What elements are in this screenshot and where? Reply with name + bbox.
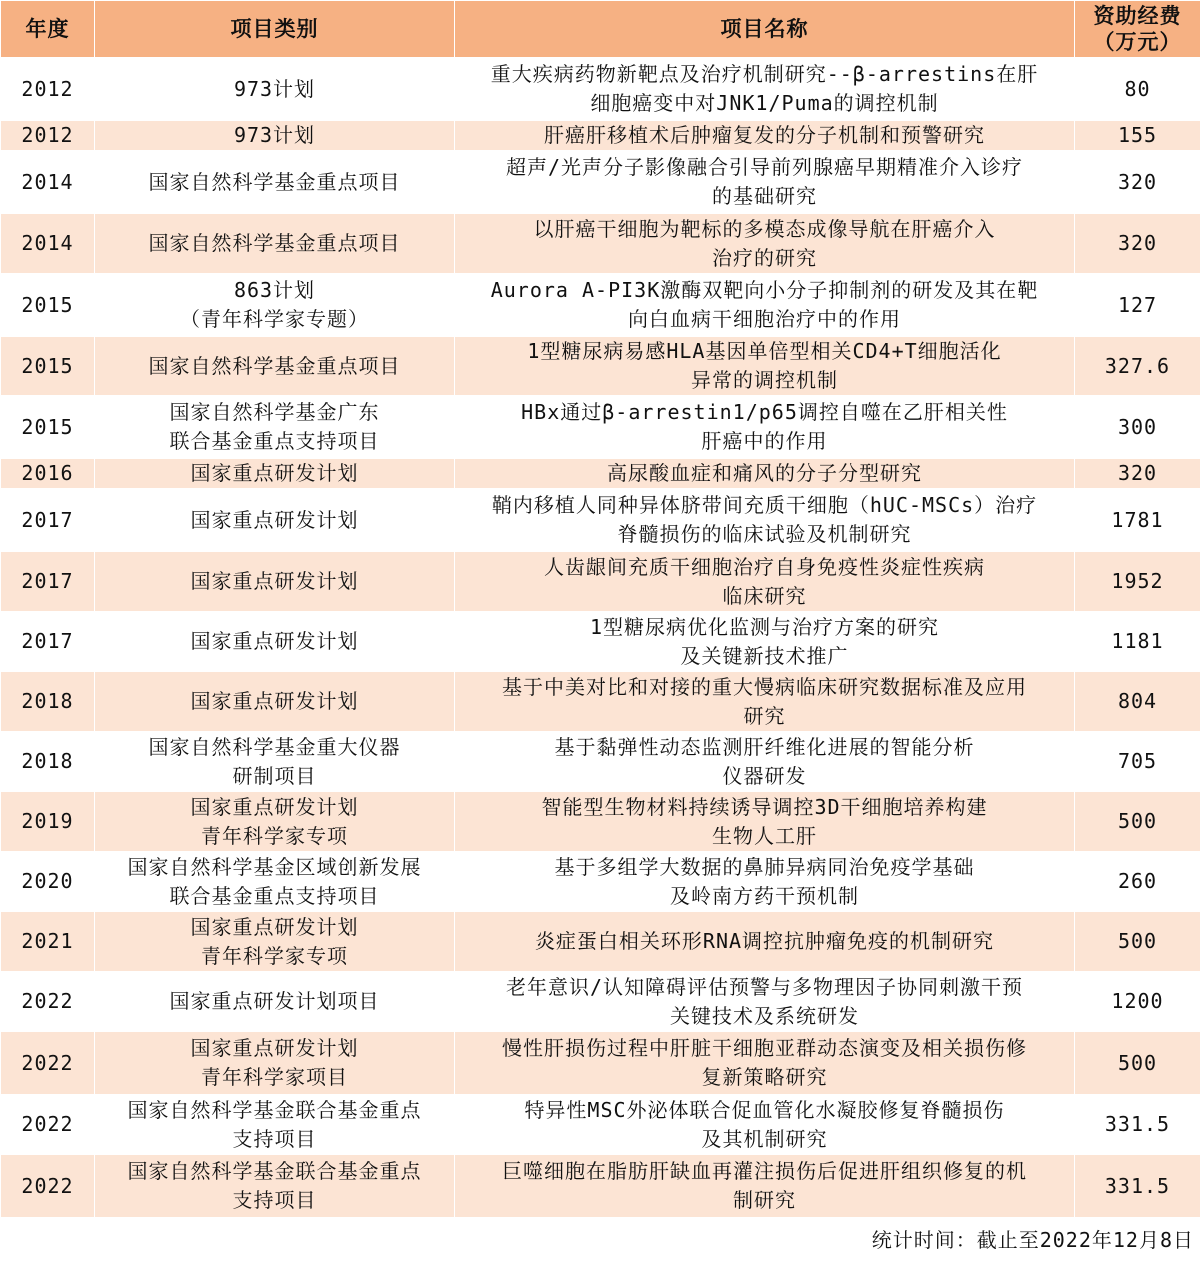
- cell-category: 国家自然科学基金联合基金重点 支持项目: [95, 1155, 455, 1218]
- cell-funding: 155: [1075, 121, 1200, 151]
- cell-category: 国家重点研发计划 青年科学家专项: [95, 792, 455, 852]
- cell-funding: 1781: [1075, 489, 1200, 552]
- cell-category: 国家自然科学基金重点项目: [95, 151, 455, 214]
- table-row: [1, 121, 1200, 151]
- cell-year: 2015: [1, 396, 95, 459]
- cell-year: 2017: [1, 612, 95, 672]
- cell-name: 智能型生物材料持续诱导调控3D干细胞培养构建 生物人工肝: [455, 792, 1075, 852]
- cell-year: 2022: [1, 1032, 95, 1095]
- cell-name: 炎症蛋白相关环形RNA调控抗肿瘤免疫的机制研究: [455, 912, 1075, 972]
- cell-category: 973计划: [95, 121, 455, 151]
- header-year: 年度: [1, 1, 95, 58]
- cell-funding: 500: [1075, 1032, 1200, 1095]
- cell-name: 肝癌肝移植术后肿瘤复发的分子机制和预警研究: [455, 121, 1075, 151]
- cell-funding: 1952: [1075, 552, 1200, 612]
- table-row: [1, 732, 1200, 792]
- cell-year: 2018: [1, 732, 95, 792]
- cell-funding: 331.5: [1075, 1095, 1200, 1155]
- cell-name: 特异性MSC外泌体联合促血管化水凝胶修复脊髓损伤 及其机制研究: [455, 1095, 1075, 1155]
- cell-name: 基于黏弹性动态监测肝纤维化进展的智能分析 仪器研发: [455, 732, 1075, 792]
- cell-name: Aurora A-PI3K激酶双靶向小分子抑制剂的研发及其在靶 向白血病干细胞治疗中的作用: [455, 274, 1075, 337]
- cell-category: 国家自然科学基金区域创新发展 联合基金重点支持项目: [95, 852, 455, 912]
- cell-name: 老年意识/认知障碍评估预警与多物理因子协同刺激干预 关键技术及系统研发: [455, 972, 1075, 1032]
- cell-funding: 1200: [1075, 972, 1200, 1032]
- cell-year: 2015: [1, 274, 95, 337]
- cell-name: 1型糖尿病易感HLA基因单倍型相关CD4+T细胞活化 异常的调控机制: [455, 337, 1075, 396]
- cell-category: 国家重点研发计划: [95, 459, 455, 489]
- cell-category: 国家重点研发计划: [95, 489, 455, 552]
- footer-blank: [1, 1218, 95, 1264]
- cell-year: 2021: [1, 912, 95, 972]
- cell-category: 国家重点研发计划项目: [95, 972, 455, 1032]
- table-row: [1, 489, 1200, 552]
- cell-category: 国家自然科学基金重点项目: [95, 337, 455, 396]
- header-row: [1, 1, 1200, 58]
- cell-year: 2019: [1, 792, 95, 852]
- cell-name: 慢性肝损伤过程中肝脏干细胞亚群动态演变及相关损伤修 复新策略研究: [455, 1032, 1075, 1095]
- cell-name: 高尿酸血症和痛风的分子分型研究: [455, 459, 1075, 489]
- cell-year: 2016: [1, 459, 95, 489]
- table-row: [1, 1095, 1200, 1155]
- cell-category: 国家重点研发计划: [95, 612, 455, 672]
- table-row: [1, 337, 1200, 396]
- cell-name: 重大疾病药物新靶点及治疗机制研究--β-arrestins在肝 细胞癌变中对JNK1/Puma的调控机制: [455, 58, 1075, 121]
- cell-category: 国家自然科学基金联合基金重点 支持项目: [95, 1095, 455, 1155]
- cell-funding: 1181: [1075, 612, 1200, 672]
- cell-year: 2017: [1, 552, 95, 612]
- cell-category: 国家重点研发计划 青年科学家项目: [95, 1032, 455, 1095]
- table-row: [1, 58, 1200, 121]
- table-row: [1, 912, 1200, 972]
- cell-name: 人齿龈间充质干细胞治疗自身免疫性炎症性疾病 临床研究: [455, 552, 1075, 612]
- table-row: [1, 1032, 1200, 1095]
- header-funding: 资助经费 （万元）: [1075, 1, 1200, 58]
- table-row: [1, 612, 1200, 672]
- cell-category: 国家重点研发计划 青年科学家专项: [95, 912, 455, 972]
- cell-year: 2014: [1, 214, 95, 274]
- cell-funding: 327.6: [1075, 337, 1200, 396]
- cell-year: 2022: [1, 1155, 95, 1218]
- cell-year: 2012: [1, 121, 95, 151]
- cell-year: 2017: [1, 489, 95, 552]
- cell-name: 巨噬细胞在脂肪肝缺血再灌注损伤后促进肝组织修复的机 制研究: [455, 1155, 1075, 1218]
- table-row: [1, 396, 1200, 459]
- cell-year: 2015: [1, 337, 95, 396]
- cell-name: 基于多组学大数据的鼻肺异病同治免疫学基础 及岭南方药干预机制: [455, 852, 1075, 912]
- cell-funding: 500: [1075, 792, 1200, 852]
- cell-funding: 80: [1075, 58, 1200, 121]
- cell-funding: 500: [1075, 912, 1200, 972]
- cell-category: 国家重点研发计划: [95, 552, 455, 612]
- cell-name: 基于中美对比和对接的重大慢病临床研究数据标准及应用 研究: [455, 672, 1075, 732]
- cell-funding: 320: [1075, 459, 1200, 489]
- statistics-date-note: 统计时间：截止至2022年12月8日: [95, 1218, 1200, 1264]
- cell-name: 超声/光声分子影像融合引导前列腺癌早期精准介入诊疗 的基础研究: [455, 151, 1075, 214]
- cell-funding: 300: [1075, 396, 1200, 459]
- cell-funding: 804: [1075, 672, 1200, 732]
- header-name: 项目名称: [455, 1, 1075, 58]
- cell-year: 2020: [1, 852, 95, 912]
- cell-year: 2014: [1, 151, 95, 214]
- table-row: [1, 672, 1200, 732]
- table-row: [1, 972, 1200, 1032]
- table-row: [1, 1155, 1200, 1218]
- cell-funding: 320: [1075, 151, 1200, 214]
- cell-funding: 320: [1075, 214, 1200, 274]
- cell-funding: 331.5: [1075, 1155, 1200, 1218]
- table-row: [1, 852, 1200, 912]
- header-category: 项目类别: [95, 1, 455, 58]
- cell-category: 国家自然科学基金广东 联合基金重点支持项目: [95, 396, 455, 459]
- cell-category: 863计划 （青年科学家专题）: [95, 274, 455, 337]
- cell-year: 2022: [1, 972, 95, 1032]
- table-row: [1, 459, 1200, 489]
- cell-name: 鞘内移植人同种异体脐带间充质干细胞（hUC-MSCs）治疗 脊髓损伤的临床试验及机制研究: [455, 489, 1075, 552]
- cell-year: 2022: [1, 1095, 95, 1155]
- table-row: [1, 792, 1200, 852]
- cell-name: 1型糖尿病优化监测与治疗方案的研究 及关键新技术推广: [455, 612, 1075, 672]
- cell-year: 2018: [1, 672, 95, 732]
- cell-category: 国家自然科学基金重点项目: [95, 214, 455, 274]
- cell-category: 国家自然科学基金重大仪器 研制项目: [95, 732, 455, 792]
- table-row: [1, 552, 1200, 612]
- cell-category: 973计划: [95, 58, 455, 121]
- cell-funding: 705: [1075, 732, 1200, 792]
- table-row: [1, 151, 1200, 214]
- footer-row: [1, 1218, 1200, 1264]
- cell-name: 以肝癌干细胞为靶标的多模态成像导航在肝癌介入 治疗的研究: [455, 214, 1075, 274]
- cell-name: HBx通过β-arrestin1/p65调控自噬在乙肝相关性 肝癌中的作用: [455, 396, 1075, 459]
- cell-funding: 260: [1075, 852, 1200, 912]
- cell-year: 2012: [1, 58, 95, 121]
- table-row: [1, 274, 1200, 337]
- cell-funding: 127: [1075, 274, 1200, 337]
- cell-category: 国家重点研发计划: [95, 672, 455, 732]
- table-row: [1, 214, 1200, 274]
